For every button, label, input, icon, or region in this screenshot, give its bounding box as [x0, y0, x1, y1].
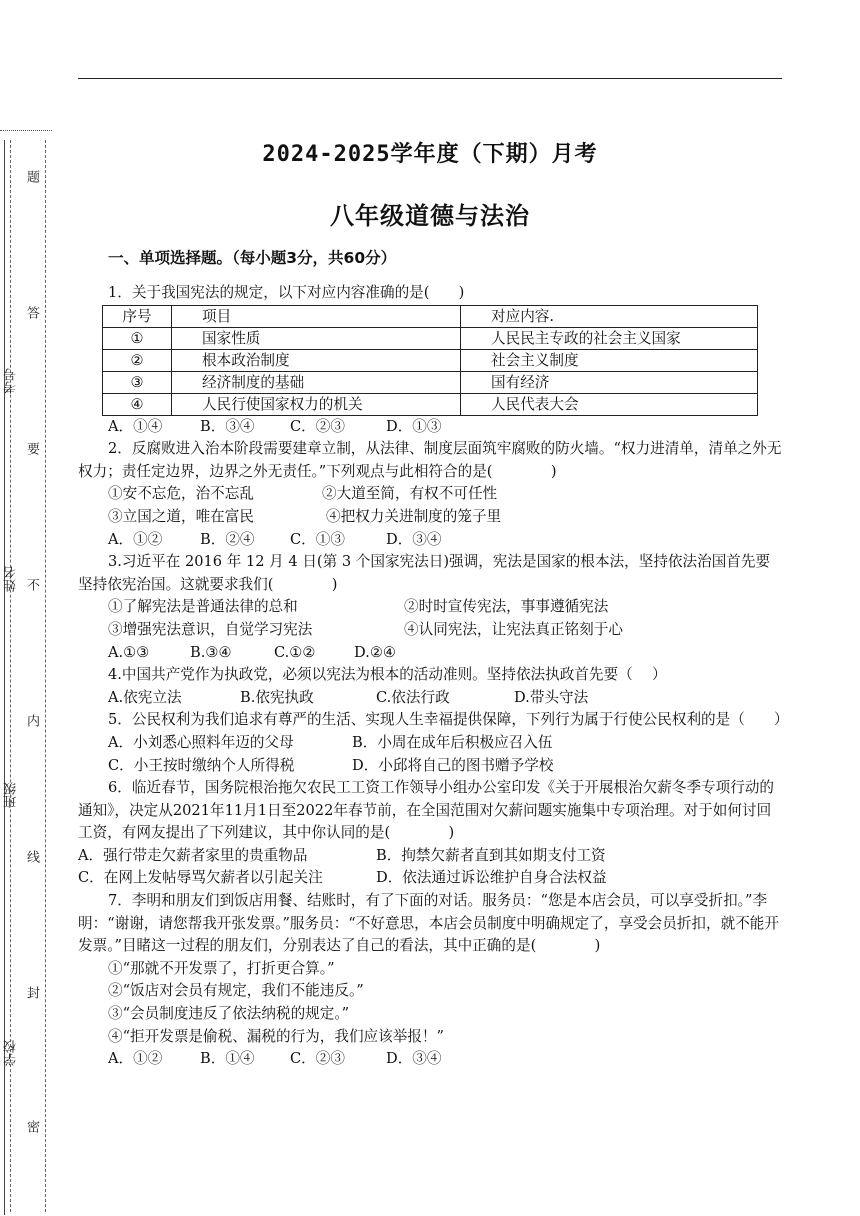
q6-options-row — [78, 845, 782, 868]
option-a: A．小刘悉心照料年迈的父母 — [108, 733, 294, 751]
option-c: C．②③ — [290, 1050, 345, 1068]
q1-options — [78, 416, 782, 439]
q2-item: ④把权力关进制度的笼子里 — [326, 507, 502, 525]
exam-subject: 八年级道德与法治 — [330, 201, 530, 230]
q7-item: ①“那就不开发票了，打折更合算。” — [108, 959, 335, 977]
q1-table — [102, 305, 758, 416]
q3-item: ①了解宪法是普通法律的总和 — [108, 598, 298, 616]
option-b: B.③④ — [190, 643, 232, 661]
table-header-cell: 项目 — [172, 305, 461, 327]
option-b: B．①④ — [200, 1050, 255, 1068]
header-rule — [78, 78, 782, 79]
q2-item: ①安不忘危，治不忘乱 — [108, 485, 254, 503]
binding-dotted-line — [0, 130, 52, 131]
table-cell: 人民行使国家权力的机关 — [172, 393, 461, 415]
option-b: B．③④ — [200, 417, 255, 435]
margin-label-feng: 封 — [24, 986, 39, 999]
q3-items-row — [78, 596, 782, 619]
table-header-cell: 序号 — [103, 305, 172, 327]
q7-item: ②“饭店对会员有规定，我们不能违反。” — [108, 982, 364, 1000]
margin-label-bu: 不 — [24, 578, 39, 591]
table-cell: 根本政治制度 — [172, 349, 461, 371]
q5-options-row — [78, 755, 782, 778]
margin-label-class: 班级 — [4, 782, 19, 808]
margin-label-name: 姓名 — [4, 566, 19, 592]
option-b: B．小周在成年后积极应召入伍 — [352, 733, 553, 751]
option-b: B．拘禁欠薪者直到其如期支付工资 — [376, 846, 606, 864]
q2-stem: 2．反腐败进入治本阶段需要建章立制，从法律、制度层面筑牢腐败的防火墙。“权力进清单，清单之外无权力；责任定边界，边界之外无责任。”下列观点与此相符合的是( ) — [78, 440, 782, 480]
option-d: D.②④ — [354, 643, 396, 661]
table-cell: 人民代表大会 — [461, 393, 758, 415]
table-cell: 社会主义制度 — [461, 349, 758, 371]
option-a: A．①② — [108, 1050, 163, 1068]
table-cell: ③ — [103, 371, 172, 393]
q1-stem: 1．关于我国宪法的规定，以下对应内容准确的是( ) — [108, 284, 465, 301]
q2-options — [78, 529, 782, 552]
table-cell: 国家性质 — [172, 327, 461, 349]
margin-label-ti: 题 — [24, 170, 39, 183]
table-header-row — [103, 305, 758, 327]
questions — [78, 282, 789, 1071]
q3-item: ②时时宣传宪法，事事遵循宪法 — [404, 598, 609, 616]
q2-items-row — [78, 506, 782, 529]
option-b: B.依宪执政 — [240, 688, 314, 706]
option-d: D．依法通过诉讼维护自身合法权益 — [376, 869, 607, 887]
option-d: D．③④ — [386, 1050, 442, 1068]
q5-options-row — [78, 732, 782, 755]
table-row — [103, 327, 758, 349]
table-header-cell: 对应内容. — [461, 305, 758, 327]
table-row — [103, 393, 758, 415]
margin-label-xian: 线 — [24, 850, 39, 863]
option-c: C.依法行政 — [376, 688, 450, 706]
q7-options — [78, 1048, 782, 1071]
exam-title: 2024-2025学年度（下期）月考 — [262, 142, 598, 167]
q7-stem: 7．李明和朋友们到饭店用餐、结账时，有了下面的对话。服务员：“您是本店会员，可以享受折扣。”李明：“谢谢，请您帮我开张发票。”服务员：“不好意思，本店会员制度中明确规定了，享受会员折扣，就不能开发票。”目睹这一过程的朋友们，分别表达了自己的看法，其中正确的是( ) — [78, 892, 779, 955]
option-a: A．①② — [108, 530, 163, 548]
table-row — [103, 371, 758, 393]
q3-item: ④认同宪法，让宪法真正铭刻于心 — [404, 620, 623, 638]
option-d: D．①③ — [386, 417, 442, 435]
margin-label-mi: 密 — [24, 1120, 39, 1133]
q3-items-row — [78, 619, 782, 642]
table-row — [103, 349, 758, 371]
margin-label-nei: 内 — [24, 714, 39, 727]
q2-item: ③立国之道，唯在富民 — [108, 507, 254, 525]
q6-stem: 6．临近春节，国务院根治拖欠农民工工资工作领导小组办公室印发《关于开展根治欠薪冬季专项行动的通知》，决定从2021年11月1日至2022年春节前，在全国范围对欠薪问题实施集中专项治理。对于如何讨回工资，有网友提出了下列建议，其中你认同的是( ) — [78, 779, 775, 842]
q4-options — [78, 687, 782, 710]
option-d: D.带头守法 — [514, 688, 589, 706]
q3-stem: 3.习近平在 2016 年 12 月 4 日(第 3 个国家宪法日)强调，宪法是国家的根本法，坚持依法治国首先要坚持依宪治国。这就要求我们( ) — [78, 553, 771, 593]
q2-item: ②大道至简，有权不可任性 — [322, 485, 498, 503]
table-cell: ① — [103, 327, 172, 349]
q4-stem: 4.中国共产党作为执政党，必须以宪法为根本的活动准则。坚持依法执政首先要（ ） — [108, 666, 667, 684]
option-a: A.依宪立法 — [108, 688, 182, 706]
margin-label-yao: 要 — [24, 442, 39, 455]
q7-item: ③“会员制度违反了依法纳税的规定。” — [108, 1005, 350, 1023]
option-d: D．③④ — [386, 530, 442, 548]
option-c: C．在网上发帖辱骂欠薪者以引起关注 — [78, 869, 323, 887]
option-c: C．①③ — [290, 530, 345, 548]
option-a: A．强行带走欠薪者家里的贵重物品 — [78, 846, 308, 864]
option-a: A.①③ — [108, 643, 150, 661]
table-cell: 人民民主专政的社会主义国家 — [461, 327, 758, 349]
table-cell: 经济制度的基础 — [172, 371, 461, 393]
section-heading: 一、单项选择题。（每小题3分，共60分） — [108, 249, 397, 267]
q6-options-row — [78, 867, 782, 890]
option-d: D．小邱将自己的图书赠予学校 — [352, 756, 554, 774]
table-cell: ④ — [103, 393, 172, 415]
option-c: C.①② — [274, 643, 316, 661]
option-b: B．②④ — [200, 530, 255, 548]
option-c: C．小王按时缴纳个人所得税 — [108, 756, 295, 774]
q5-stem: 5．公民权利为我们追求有尊严的生活、实现人生幸福提供保障，下列行为属于行使公民权利的是（ ） — [108, 711, 789, 729]
q3-options — [78, 642, 782, 665]
margin-label-da: 答 — [24, 306, 39, 319]
table-cell: ② — [103, 349, 172, 371]
margin-label-exam-number: 考号 — [4, 368, 19, 394]
margin-label-school: 学校 — [4, 1040, 19, 1066]
q2-items-row — [78, 483, 782, 506]
option-a: A．①④ — [108, 417, 163, 435]
option-c: C．②③ — [290, 417, 345, 435]
q3-item: ③增强宪法意识，自觉学习宪法 — [108, 620, 313, 638]
table-cell: 国有经济 — [461, 371, 758, 393]
q7-item: ④“拒开发票是偷税、漏税的行为，我们应该举报！” — [108, 1027, 444, 1045]
